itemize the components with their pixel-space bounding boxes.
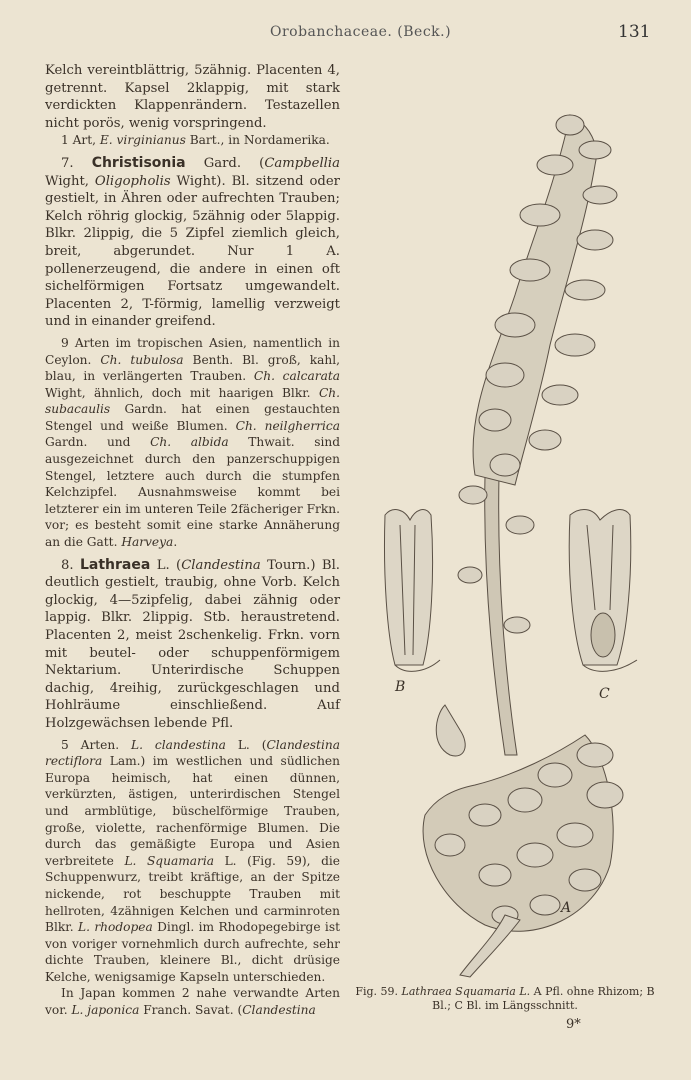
note-text: Gardn. hat einen gestauchten Stengel und weiße Blumen. [45, 402, 340, 433]
note-text: Thwait. sind ausgezeichnet durch den panzerschuppigen Stengel, letztere auch durch die stumpfen Kelchzipfel. Ausnahmsweise kommt bei letzterer ein im unteren Teile 2fächeriger Frkn. vor; es besteht somit eine starke Annäherung an die Gatt. [45, 435, 341, 550]
caption-text: A Pfl. ohne Rhizom; B Bl.; C Bl. im Längsschnitt. [432, 985, 655, 1012]
species-note-epifagus [45, 132, 340, 149]
species-name: L. japonica [71, 1003, 140, 1018]
note-text: . [173, 535, 178, 550]
figure-label-a: A [561, 900, 572, 916]
paragraph-continued: Kelch vereintblättrig, 5zähnig. Placenten 4, getrennt. Kapsel 2klappig, mit stark verdickten Klappenrändern. Testazellen nicht porös, wenig vorspringend. [45, 63, 340, 131]
species-name: E. virginianus [99, 133, 186, 148]
synonym: Oligopholis [94, 173, 171, 189]
genus-name: Christisonia [91, 154, 186, 171]
note-text: Gardn. und [45, 435, 151, 450]
species-note-lathraea [45, 737, 340, 986]
species-name: Ch. subacaulis [45, 385, 340, 417]
text-column [45, 62, 340, 1019]
note-text: 5 Arten. [61, 737, 132, 752]
note-text: Lam.) im westlichen und südlichen Europa heimisch, hat einen dünnen, verkürzten, ästigen, unterirdischen Stengel und armblütige, büschelförmige Trauben, große, violette, rachenförmige Blumen. Die durch das gemäßigte Europa und Asien verbreitete [45, 754, 340, 868]
genus-number: 7. [61, 155, 92, 171]
figure-label-b: B [395, 679, 406, 695]
genus-lathraea [45, 557, 340, 733]
species-name: L. Squamaria [124, 853, 215, 868]
species-name: L. clandestina [131, 737, 226, 752]
species-note-christisonia [45, 335, 340, 551]
caption-species: Lathraea Squamaria L. [401, 985, 531, 998]
note-text: L. (Fig. 59), die Schuppenwurz, treibt kräftige, an der Spitze nickende, rot beschuppte Trauben mit hellroten, 4zähnigen Kelchen und carminroten Blkr. [45, 853, 340, 935]
genus-author: L. ( [150, 557, 182, 573]
note-text: 9 Arten im tropischen Asien, namentlich in Ceylon. [45, 335, 340, 367]
note-text: In Japan kommen 2 nahe verwandte Arten vor. [45, 986, 340, 1018]
genus-text: Wight, [45, 173, 95, 189]
synonym: Clandestina [181, 557, 261, 573]
genus-description: Tourn.) Bl. deutlich gestielt, traubig, ohne Vorb. Kelch glockig, 4—5zipfelig, dabei zähnig oder lappig. Blkr. 2lippig. Stb. heraustretend. Placenten 2, meist 2schenkelig. Frkn. vorn mit beutel- oder schuppenförmigem Nektarium. Unterirdische Schuppen dachig, 4reihig, zurückgeschlagen und Hohlräume einschließend. Auf Holzgewächsen lebende Pfl. [45, 557, 340, 731]
species-name: Ch. neilgherrica [235, 418, 340, 433]
genus-name: Lathraea [79, 556, 151, 573]
note-text: Wight, ähnlich, doch mit haarigen Blkr. [45, 385, 319, 400]
note-text: Bart., in Nordamerika. [185, 133, 330, 148]
genus-number: 8. [61, 557, 80, 573]
note-text: L. ( [225, 737, 267, 752]
page-number: 131 [618, 22, 651, 42]
botanical-illustration [355, 55, 655, 985]
synonym: Campbellia [264, 155, 340, 171]
figure-lathraea-squamaria [355, 55, 655, 985]
note-text: 1 Art, [61, 133, 100, 148]
signature-mark: 9* [566, 1017, 581, 1032]
note-text: Benth. Bl. groß, kahl, blau, in verlängerten Trauben. [45, 352, 341, 384]
species-name: Ch. albida [150, 435, 229, 450]
note-text: Dingl. im Rhodopegebirge ist von voriger vornehmlich durch aufrechte, sehr dichte Trauben, kleinere Bl., dicht drüsige Kelche, wenigsamige Kapseln unterschieden. [45, 920, 340, 984]
species-name: Ch. tubulosa [100, 352, 184, 367]
genus-author: Gard. ( [185, 155, 265, 171]
genus-description: Wight). Bl. sitzend oder gestielt, in Ähren oder aufrechten Trauben; Kelch röhrig glockig, 5zähnig oder 5lappig. Blkr. 2lippig, die 5 Zipfel ziemlich gleich, breit, abgerundet. Nur 1 A. pollenerzeugend, die andere in einen oft sichelförmigen Fortsatz umgewandelt. Placenten 2, T-förmig, lamellig verzweigt und in einander greifend. [45, 173, 340, 330]
species-name: L. rhodopea [77, 920, 153, 935]
figure-caption [355, 985, 655, 1013]
note-text: Franch. Savat. ( [139, 1003, 243, 1018]
synonym: Clandestina rectiflora [45, 737, 340, 769]
caption-number: Fig. 59. [355, 985, 402, 998]
running-title: Orobanchaceae. (Beck.) [270, 24, 452, 40]
genus-christisonia [45, 155, 340, 331]
species-note-japan [45, 985, 340, 1018]
genus-reference: Harveya [121, 535, 174, 550]
species-name: Ch. calcarata [253, 369, 341, 384]
page-header [0, 24, 691, 48]
synonym: Clandestina [242, 1003, 316, 1018]
figure-label-c: C [599, 686, 610, 702]
